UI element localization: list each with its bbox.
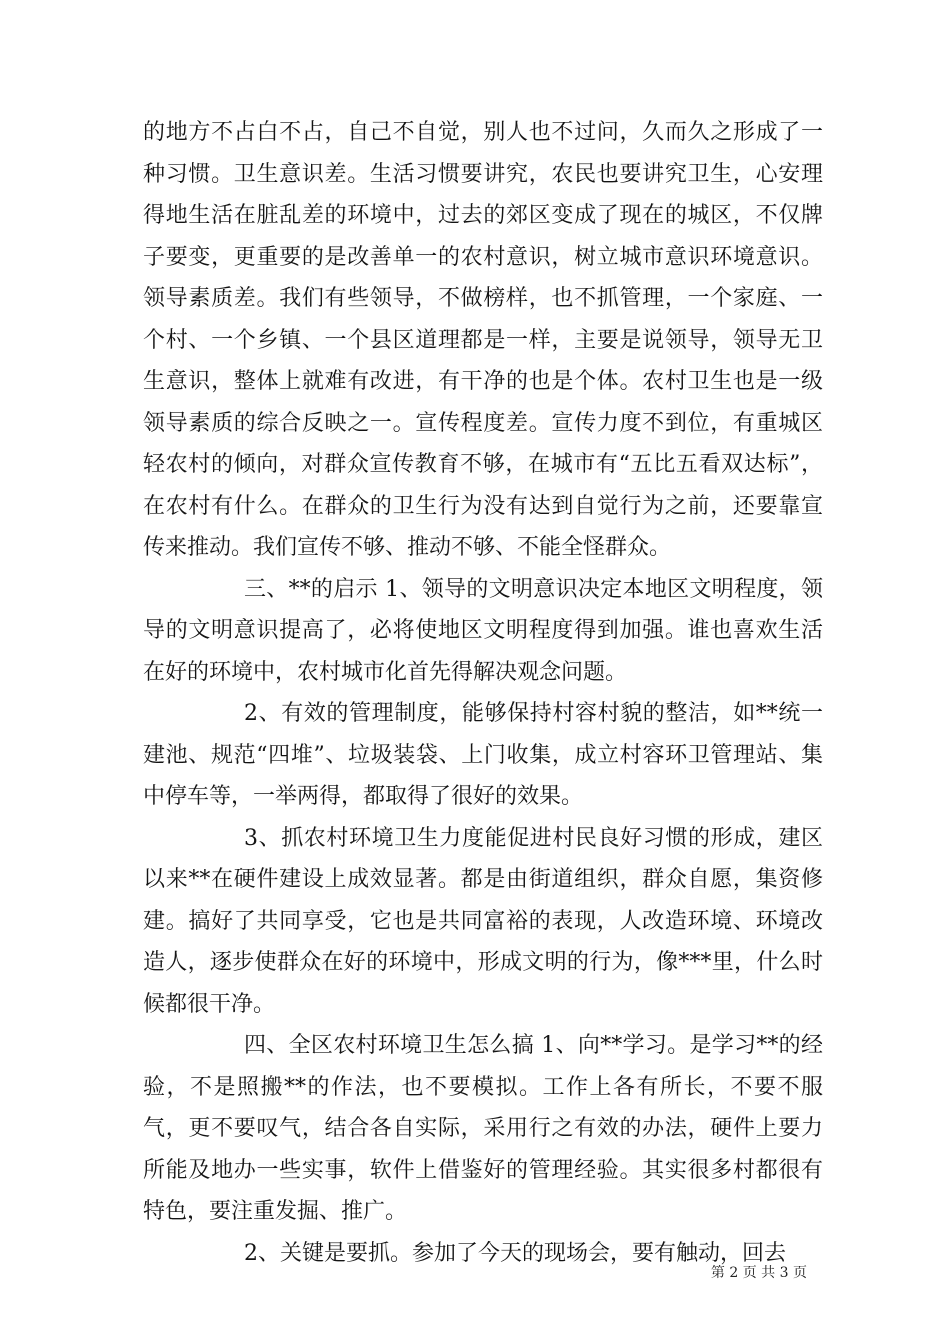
paragraph-6: 2、关键是要抓。参加了今天的现场会，要有触动，回去 <box>244 1240 786 1266</box>
paragraph-4: 3、抓农村环境卫生力度能促进村民良好习惯的形成，建区以来**在硬件建设上成效显著。都是由街道组织，群众自愿，集资修建。搞好了共同享受，它也是共同富裕的表现，人改造环境、环境改造人，逐步使群众在好的环境中，形成文明的行为，像***里，什么时候都很干净。 <box>143 825 823 1017</box>
page-number: 第 2 页 共 3 页 <box>710 1265 807 1281</box>
paragraph-5: 四、全区农村环境卫生怎么搞 1、向**学习。是学习**的经验，不是照搬**的作法，也不要模拟。工作上各有所长，不要不服气，更不要叹气，结合各自实际，采用行之有效的办法，硬件上要力所能及地办一些实事，软件上借鉴好的管理经验。其实很多村都很有特色，要注重发掘、推广。 <box>143 1033 823 1224</box>
document-body <box>143 112 823 1274</box>
paragraph-3: 2、有效的管理制度，能够保持村容村貌的整洁，如**统一建池、规范“四堆”、垃圾装袋、上门收集，成立村容环卫管理站、集中停车等，一举两得，都取得了很好的效果。 <box>143 701 823 809</box>
paragraph-1: 的地方不占白不占，自己不自觉，别人也不过问，久而久之形成了一种习惯。卫生意识差。生活习惯要讲究，农民也要讲究卫生，心安理得地生活在脏乱差的环境中，过去的郊区变成了现在的城区，不仅牌子要变，更重要的是改善单一的农村意识，树立城市意识环境意识。领导素质差。我们有些领导，不做榜样，也不抓管理，一个家庭、一个村、一个乡镇、一个县区道理都是一样，主要是说领导，领导无卫生意识，整体上就难有改进，有干净的也是个体。农村卫生也是一级领导素质的综合反映之一。宣传程度差。宣传力度不到位，有重城区轻农村的倾向，对群众宣传教育不够，在城市有“五比五看双达标”，在农村有什么。在群众的卫生行为没有达到自觉行为之前，还要靠宣传来推动。我们宣传不够、推动不够、不能全怪群众。 <box>143 120 823 560</box>
paragraph-2: 三、**的启示 1、领导的文明意识决定本地区文明程度，领导的文明意识提高了，必将使地区文明程度得到加强。谁也喜欢生活在好的环境中，农村城市化首先得解决观念问题。 <box>143 576 823 685</box>
